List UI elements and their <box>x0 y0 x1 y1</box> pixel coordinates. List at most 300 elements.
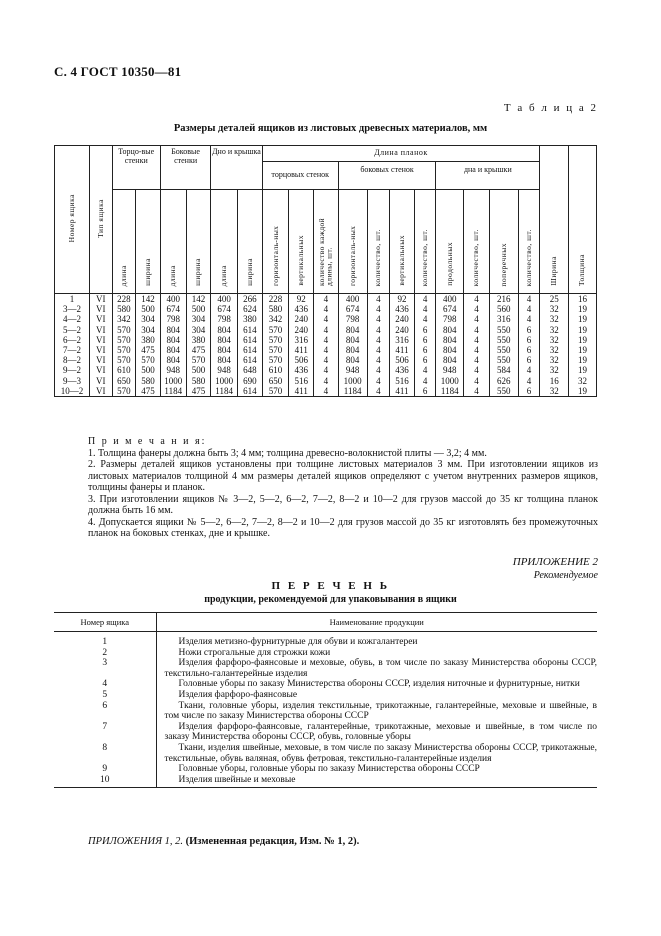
list-item-name: Ткани, головные уборы, изделия текстильные, трикотажные, галантерейные, меховые и швейные, в том числе по заказу Министерства обороны СССР <box>164 700 597 722</box>
note-2: 2. Размеры деталей ящиков установлены при толщине листовых материалов 3 мм. При изготовлении ящиков из листовых материалов толщиной 4 мм размеры деталей ящиков определяют с учетом внутренних размеров ящиков, толщины фанеры и планок. <box>88 459 598 493</box>
header-plank-bottom: дна и крышки <box>436 162 540 190</box>
table-cell: 516 <box>289 376 314 386</box>
table-cell: 580 <box>262 304 289 314</box>
table-cell: 92 <box>289 294 314 305</box>
table-cell: 4 <box>414 365 436 375</box>
list-item-number: 10 <box>54 775 156 788</box>
table-cell: 400 <box>211 294 238 305</box>
table-cell: 650 <box>112 376 136 386</box>
header-qty: количество, шт. <box>471 228 481 287</box>
header-length: длина <box>219 264 229 287</box>
table-cell: 506 <box>289 355 314 365</box>
table-cell: 19 <box>569 325 597 335</box>
list-item <box>54 632 597 648</box>
table-cell: 304 <box>186 314 211 324</box>
table-cell: 804 <box>160 325 186 335</box>
table-cell: 648 <box>238 365 263 375</box>
table-cell: 570 <box>262 325 289 335</box>
table-cell: 804 <box>211 335 238 345</box>
table-cell: 4 <box>314 335 339 345</box>
list-item-name: Ножи строгальные для строжки кожи <box>178 647 331 658</box>
header-length: длина <box>118 264 128 287</box>
table-cell: 4 <box>314 345 339 355</box>
table-cell: 4 <box>367 294 390 305</box>
table-cell: 4 <box>314 376 339 386</box>
header-box-type: Тип ящика <box>95 198 105 238</box>
list-item <box>54 690 597 701</box>
table-cell: 4 <box>314 365 339 375</box>
footer <box>88 836 359 847</box>
table-cell: 674 <box>160 304 186 314</box>
table-cell: 804 <box>211 355 238 365</box>
table-cell: 4 <box>314 355 339 365</box>
table-cell: 475 <box>186 386 211 397</box>
products-col-name: Наименование продукции <box>156 613 597 632</box>
table-cell: 804 <box>160 345 186 355</box>
header-vertical: вертикальных <box>396 235 406 287</box>
notes <box>88 436 598 540</box>
table-cell: 4 <box>414 314 436 324</box>
appendix-recommended: Рекомендуемое <box>533 570 598 581</box>
table-cell: 4 <box>464 335 490 345</box>
list-item-number: 7 <box>54 722 156 743</box>
header-side-walls: Боковые стенки <box>160 146 210 190</box>
table-cell: 804 <box>160 355 186 365</box>
table-title: Размеры деталей ящиков из листовых древесных материалов, мм <box>173 123 488 134</box>
table-cell: 674 <box>211 304 238 314</box>
table-cell: 6 <box>518 325 540 335</box>
table-cell: 1184 <box>436 386 464 397</box>
table-cell: 4 <box>367 314 390 324</box>
header-along: продольных <box>444 242 454 287</box>
table-cell: 550 <box>489 355 518 365</box>
table-cell: 4 <box>314 386 339 397</box>
table-cell: 32 <box>569 376 597 386</box>
table-cell: 228 <box>262 294 289 305</box>
table-cell: 4 <box>367 335 390 345</box>
table-cell: 4 <box>464 355 490 365</box>
table-cell: 4 <box>414 294 436 305</box>
table-cell: 500 <box>136 304 161 314</box>
table-cell: 1000 <box>160 376 186 386</box>
table-cell: 32 <box>540 365 569 375</box>
table-cell: 6 <box>414 335 436 345</box>
table-cell: 4 <box>464 376 490 386</box>
table-cell: 380 <box>186 335 211 345</box>
table-cell: 4 <box>464 345 490 355</box>
table-cell: 804 <box>338 325 367 335</box>
list-item <box>54 775 597 788</box>
table-cell: 4 <box>464 365 490 375</box>
list-item-name: Ткани, изделия швейные, меховые, в том числе по заказу Министерства обороны СССР, трикотажные, текстильные, обувь валяная, обувь фетровая, текстильно-галантерейные изделия <box>164 742 597 764</box>
table-cell: 570 <box>112 325 136 335</box>
table-cell: 304 <box>186 325 211 335</box>
table-cell: 4 <box>518 365 540 375</box>
dimensions-table <box>54 145 597 397</box>
table-cell: 32 <box>540 355 569 365</box>
table-cell: 570 <box>262 335 289 345</box>
table-cell: 674 <box>338 304 367 314</box>
appendix-label: ПРИЛОЖЕНИЕ 2 <box>512 556 598 568</box>
list-item-name: Изделия метизно-фурнитурные для обуви и кожгалантереи <box>178 637 418 647</box>
list-item <box>54 743 597 764</box>
note-1: 1. Толщина фанеры должна быть 3; 4 мм; толщина древесно-волокнистой плиты — 3,2; 4 мм. <box>88 447 487 459</box>
list-item-name: Изделия фарфоро-фаянсовые <box>178 689 298 700</box>
table-cell: 614 <box>238 355 263 365</box>
table-cell: 316 <box>390 335 415 345</box>
table-cell: 614 <box>238 386 263 397</box>
table-cell: 380 <box>238 314 263 324</box>
table-cell: VI <box>89 304 112 314</box>
table-cell: 6 <box>414 345 436 355</box>
table-cell: 570 <box>112 345 136 355</box>
table-cell: 342 <box>262 314 289 324</box>
table-cell: 570 <box>112 335 136 345</box>
table-cell: 142 <box>186 294 211 305</box>
header-box-number: Номер ящика <box>66 193 76 243</box>
table-cell: 4 <box>464 386 490 397</box>
table-cell: VI <box>89 376 112 386</box>
header-width-sub: ширина <box>193 258 203 287</box>
header-vertical: вертикальных <box>296 235 306 287</box>
table-cell: VI <box>89 325 112 335</box>
table-cell: 436 <box>289 365 314 375</box>
table-cell: 4 <box>314 304 339 314</box>
table-cell: 550 <box>489 345 518 355</box>
list-item <box>54 648 597 659</box>
table-row <box>55 365 597 375</box>
header-plank-side: боковых стенок <box>338 162 436 190</box>
table-cell: 19 <box>569 314 597 324</box>
table-cell: 32 <box>540 325 569 335</box>
table-cell: 19 <box>569 355 597 365</box>
table-cell: 6 <box>414 386 436 397</box>
table-cell: 6 <box>414 355 436 365</box>
table-cell: 4 <box>414 304 436 314</box>
table-cell: 560 <box>489 304 518 314</box>
table-cell: 4 <box>518 376 540 386</box>
header-horizontal: горизонталь-ных <box>347 225 357 287</box>
products-table-body <box>54 632 597 788</box>
table-cell: 1 <box>55 294 90 305</box>
table-row <box>55 345 597 355</box>
list-item-number: 1 <box>54 632 156 648</box>
table-cell: VI <box>89 355 112 365</box>
table-cell: 19 <box>569 386 597 397</box>
appendix-label-block <box>513 556 598 582</box>
table-cell: 798 <box>338 314 367 324</box>
table-cell: 4 <box>367 376 390 386</box>
table-cell: 4 <box>367 325 390 335</box>
list-item-name: Головные уборы, головные уборы по заказу Министерства обороны СССР <box>178 764 480 775</box>
table-cell: 19 <box>569 365 597 375</box>
table-cell: 804 <box>436 325 464 335</box>
header-width-sub: ширина <box>142 258 152 287</box>
header-thickness: Толщина <box>577 254 587 287</box>
table-cell: 142 <box>136 294 161 305</box>
header-width: Ширина <box>549 256 559 287</box>
header-qty-each: количество каждой длины, шт. <box>317 218 334 287</box>
table-cell: 4 <box>314 325 339 335</box>
header-bottom-lid: Дно и крышка <box>211 146 262 190</box>
list-item-name: Изделия фарфоро-фаянсовые и меховые, обувь, в том числе по заказу Министерства обороны СССР, текстильно-галантерейные изделия <box>164 658 597 679</box>
table-cell: 436 <box>390 304 415 314</box>
table-cell: 240 <box>289 314 314 324</box>
table-cell: 798 <box>160 314 186 324</box>
table-cell: 411 <box>390 386 415 397</box>
table-cell: 570 <box>262 345 289 355</box>
list-item <box>54 764 597 775</box>
notes-title: П р и м е ч а н и я: <box>88 436 207 447</box>
table-cell: 380 <box>136 335 161 345</box>
table-row <box>55 304 597 314</box>
table-cell: 516 <box>390 376 415 386</box>
header-across: поперечных <box>498 242 508 287</box>
table-row <box>55 355 597 365</box>
list-item-number: 9 <box>54 764 156 775</box>
table-row <box>55 325 597 335</box>
table-cell: 804 <box>436 335 464 345</box>
table-cell: 4 <box>367 355 390 365</box>
table-cell: 4 <box>518 314 540 324</box>
table-cell: 584 <box>489 365 518 375</box>
products-col-number: Номер ящика <box>54 613 156 632</box>
list-item-number: 8 <box>54 743 156 764</box>
table-cell: 804 <box>338 335 367 345</box>
table-cell: 614 <box>238 325 263 335</box>
table-cell: 5—2 <box>55 325 90 335</box>
table-cell: VI <box>89 386 112 397</box>
list-title: П Е Р Е Ч Е Н Ь <box>271 580 390 592</box>
table-cell: 19 <box>569 335 597 345</box>
table-cell: 400 <box>338 294 367 305</box>
table-cell: 804 <box>436 345 464 355</box>
table-cell: 4 <box>314 314 339 324</box>
table-cell: 570 <box>136 355 161 365</box>
table-cell: 570 <box>186 355 211 365</box>
table-cell: 16 <box>540 376 569 386</box>
table-cell: 4 <box>314 294 339 305</box>
table-cell: 500 <box>186 304 211 314</box>
footer-text: (Измененная редакция, Изм. № 1, 2). <box>185 836 360 847</box>
table-cell: VI <box>89 365 112 375</box>
table-cell: 6 <box>518 386 540 397</box>
table-cell: 7—2 <box>55 345 90 355</box>
table-cell: 610 <box>112 365 136 375</box>
table-cell: 798 <box>211 314 238 324</box>
table-cell: 4 <box>367 304 390 314</box>
table-cell: 240 <box>390 325 415 335</box>
table-cell: 400 <box>160 294 186 305</box>
table-row <box>55 376 597 386</box>
list-item-name: Изделия фарфоро-фаянсовые, галантерейные, трикотажные, меховые и швейные, в том числе по заказу Министерства обороны СССР, обувь, головные уборы <box>164 721 597 743</box>
table-row <box>55 335 597 345</box>
table-cell: 580 <box>186 376 211 386</box>
list-item-name: Изделия швейные и меховые <box>178 774 296 785</box>
table-cell: 411 <box>390 345 415 355</box>
table-cell: 948 <box>211 365 238 375</box>
header-end-walls: Торцо-вые стенки <box>112 146 160 190</box>
table-cell: 580 <box>112 304 136 314</box>
table-cell: 400 <box>436 294 464 305</box>
table-cell: 32 <box>540 335 569 345</box>
table-cell: 570 <box>262 355 289 365</box>
table-cell: 32 <box>540 314 569 324</box>
table-cell: 32 <box>540 386 569 397</box>
table-cell: 6—2 <box>55 335 90 345</box>
table-cell: 500 <box>186 365 211 375</box>
table-row <box>55 314 597 324</box>
list-item <box>54 658 597 679</box>
table-cell: 316 <box>289 335 314 345</box>
table-cell: 436 <box>289 304 314 314</box>
table-cell: 216 <box>489 294 518 305</box>
table-cell: 4 <box>518 294 540 305</box>
table-cell: 475 <box>136 345 161 355</box>
table-cell: 948 <box>338 365 367 375</box>
table-cell: 6 <box>518 345 540 355</box>
dimensions-table-body <box>55 294 597 397</box>
table-row <box>55 386 597 397</box>
table-cell: 10—2 <box>55 386 90 397</box>
table-cell: 1000 <box>211 376 238 386</box>
table-cell: 1000 <box>436 376 464 386</box>
table-cell: 804 <box>211 345 238 355</box>
note-3: 3. При изготовлении ящиков № 3—2, 5—2, 6—2, 7—2, 8—2 и 10—2 для грузов массой до 35 кг толщина планок должна быть 16 мм. <box>88 493 598 516</box>
note-4: 4. Допускается ящики № 5—2, 6—2, 7—2, 8—2 и 10—2 для грузов массой до 35 кг изготовлять без промежуточных планок на боковых стенках, дне и крышке. <box>88 516 598 539</box>
table-cell: 1184 <box>160 386 186 397</box>
table-cell: 32 <box>540 304 569 314</box>
table-cell: 19 <box>569 304 597 314</box>
table-cell: 6 <box>414 325 436 335</box>
table-cell: 948 <box>160 365 186 375</box>
header-plank-length: Длина планок <box>262 146 540 162</box>
table-cell: 570 <box>112 355 136 365</box>
header-plank-end: торцовых стенок <box>262 162 338 190</box>
table-cell: 4 <box>518 304 540 314</box>
table-cell: 4 <box>464 314 490 324</box>
table-cell: 674 <box>436 304 464 314</box>
header-horizontal: горизонталь-ных <box>270 225 280 287</box>
table-cell: 9—3 <box>55 376 90 386</box>
table-cell: 4 <box>367 365 390 375</box>
table-cell: 798 <box>436 314 464 324</box>
page-header: С. 4 ГОСТ 10350—81 <box>54 64 182 79</box>
table-cell: 4 <box>464 304 490 314</box>
table-cell: 4 <box>464 325 490 335</box>
list-item-number: 3 <box>54 658 156 679</box>
table-cell: 475 <box>186 345 211 355</box>
table-cell: 550 <box>489 335 518 345</box>
table-cell: 9—2 <box>55 365 90 375</box>
table-cell: VI <box>89 294 112 305</box>
table-cell: 228 <box>112 294 136 305</box>
table-cell: 804 <box>436 355 464 365</box>
table-cell: 550 <box>489 386 518 397</box>
list-item-number: 4 <box>54 679 156 690</box>
list-item-number: 6 <box>54 701 156 722</box>
table-cell: 342 <box>112 314 136 324</box>
products-table <box>54 612 597 788</box>
list-item <box>54 722 597 743</box>
header-qty: количество, шт. <box>523 228 533 287</box>
table-cell: 16 <box>569 294 597 305</box>
table-cell: 8—2 <box>55 355 90 365</box>
table-cell: 304 <box>136 325 161 335</box>
header-qty: количество, шт. <box>373 228 383 287</box>
list-item <box>54 701 597 722</box>
list-item-number: 2 <box>54 648 156 659</box>
table-cell: 624 <box>238 304 263 314</box>
header-length: длина <box>168 264 178 287</box>
table-cell: 6 <box>518 355 540 365</box>
header-qty: количество, шт. <box>419 228 429 287</box>
list-item-number: 5 <box>54 690 156 701</box>
table-cell: 316 <box>489 314 518 324</box>
table-cell: 804 <box>338 345 367 355</box>
table-cell: 614 <box>238 345 263 355</box>
table-cell: 1184 <box>338 386 367 397</box>
list-item-name: Головные уборы по заказу Министерства обороны СССР, изделия ниточные и фурнитурные, нитки <box>178 679 580 690</box>
table-cell: VI <box>89 345 112 355</box>
table-cell: 550 <box>489 325 518 335</box>
table-cell: 436 <box>390 365 415 375</box>
table-cell: 626 <box>489 376 518 386</box>
table-cell: 3—2 <box>55 304 90 314</box>
table-cell: 92 <box>390 294 415 305</box>
list-subtitle: продукции, рекомендуемой для упаковывания в ящики <box>204 594 457 605</box>
table-cell: 500 <box>136 365 161 375</box>
table-cell: 304 <box>136 314 161 324</box>
table-cell: 4 <box>367 345 390 355</box>
table-label: Т а б л и ц а 2 <box>503 102 598 114</box>
table-cell: 804 <box>211 325 238 335</box>
table-cell: 240 <box>390 314 415 324</box>
table-cell: 4 <box>464 294 490 305</box>
table-cell: 1000 <box>338 376 367 386</box>
list-item <box>54 679 597 690</box>
table-cell: 240 <box>289 325 314 335</box>
table-cell: 19 <box>569 345 597 355</box>
table-cell: 411 <box>289 345 314 355</box>
table-cell: 4 <box>414 376 436 386</box>
table-cell: VI <box>89 335 112 345</box>
table-cell: 804 <box>338 355 367 365</box>
table-cell: 4—2 <box>55 314 90 324</box>
table-cell: 804 <box>160 335 186 345</box>
table-cell: 570 <box>262 386 289 397</box>
table-cell: 690 <box>238 376 263 386</box>
table-cell: 570 <box>112 386 136 397</box>
table-cell: 1184 <box>211 386 238 397</box>
table-cell: 650 <box>262 376 289 386</box>
table-cell: 32 <box>540 345 569 355</box>
table-cell: VI <box>89 314 112 324</box>
table-cell: 610 <box>262 365 289 375</box>
header-width-sub: ширина <box>244 258 254 287</box>
table-cell: 266 <box>238 294 263 305</box>
table-cell: 25 <box>540 294 569 305</box>
table-cell: 6 <box>518 335 540 345</box>
table-cell: 475 <box>136 386 161 397</box>
table-cell: 4 <box>367 386 390 397</box>
table-cell: 506 <box>390 355 415 365</box>
table-cell: 614 <box>238 335 263 345</box>
footer-ref: ПРИЛОЖЕНИЯ 1, 2. <box>88 836 183 847</box>
table-cell: 948 <box>436 365 464 375</box>
table-cell: 580 <box>136 376 161 386</box>
table-cell: 411 <box>289 386 314 397</box>
